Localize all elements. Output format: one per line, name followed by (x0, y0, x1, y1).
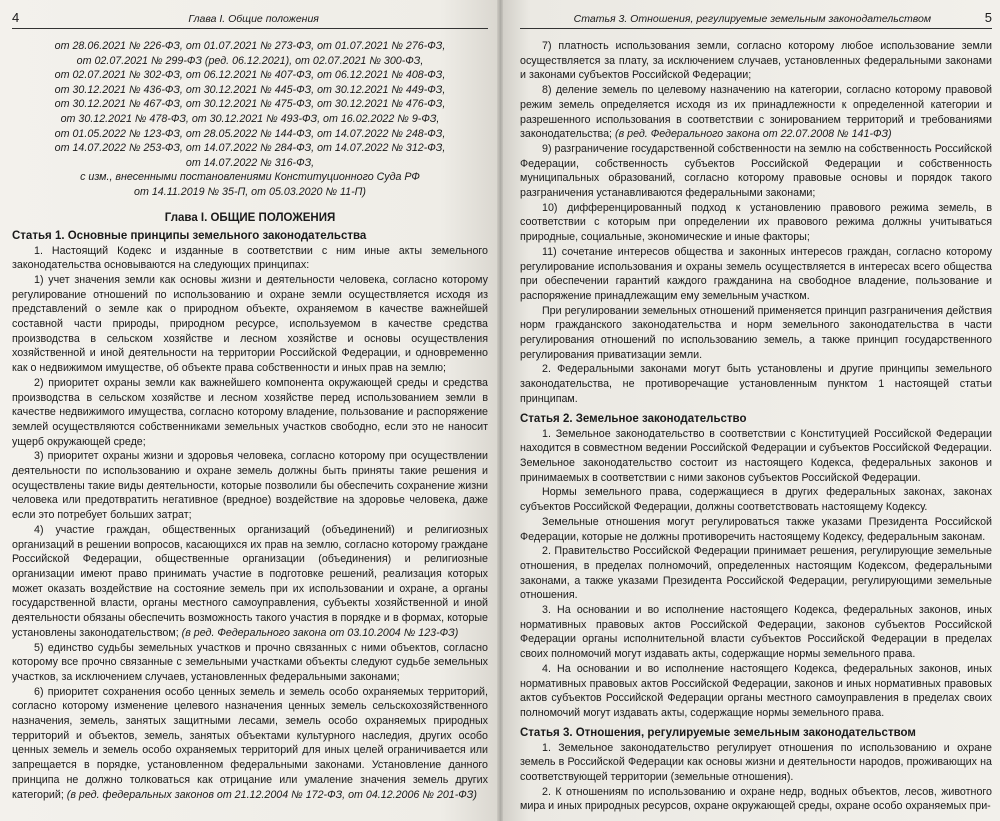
edition-note: (в ред. Федерального закона от 03.10.2004 № 123-ФЗ) (181, 626, 459, 639)
amendment-line: от 14.07.2022 № 253-ФЗ, от 14.07.2022 № 284-ФЗ, от 14.07.2022 № 312-ФЗ, (54, 142, 446, 155)
left-page-number: 4 (12, 10, 20, 25)
paragraph (12, 244, 488, 273)
edition-note: (в ред. Федерального закона от 22.07.2008 № 141-ФЗ) (615, 128, 892, 141)
amendment-line: от 30.12.2021 № 467-ФЗ, от 30.12.2021 № 475-ФЗ, от 30.12.2021 № 476-ФЗ, (54, 98, 446, 111)
article-2-title: Статья 2. Земельное законодательство (520, 412, 747, 425)
paragraph (12, 523, 488, 641)
amendment-line: от 30.12.2021 № 478-ФЗ, от 30.12.2021 № 493-ФЗ, от 16.02.2022 № 9-ФЗ, (60, 112, 440, 125)
paragraph-text: При регулировании земельных отношений применяется принцип разграничения действия норм гражданского законодательства и норм земельного законодательства в части регулирования отношений по использованию земель, а также принцип государственного регулирования приватизации земли. (520, 304, 992, 361)
book-gutter (497, 0, 503, 821)
paragraph-text: 1. Земельное законодательство в соответствии с Конституцией Российской Федерации находится в совместном ведении Российской Федерации и субъектов Российской Федерации. Земельное законодательство состоит из настоящего Кодекса, федеральных законов и принимаемых в соответствии с ними законов субъектов Российской Федерации. (520, 427, 992, 484)
paragraph-text: 1) учет значения земли как основы жизни и деятельности человека, согласно которому регулирование отношений по использованию и охране земли осуществляется исходя из представлений о земле как о природном объекте, охраняемом в качестве важнейшей составной части природы, природном ресурсе, используемом в качестве средства производства в сельском хозяйстве и лесном хозяйстве и основы осуществления хозяйственной и иной деятельности на территории Российской Федерации, и одновременно как о недвижимом имуществе, об объекте права собственности и иных прав на землю; (12, 273, 488, 375)
paragraph (520, 741, 992, 785)
paragraph (520, 304, 992, 363)
paragraph (520, 362, 992, 406)
article-2-body (520, 427, 992, 721)
paragraph-text: 5) единство судьбы земельных участков и прочно связанных с ними объектов, согласно которому все прочно связанные с земельными участками объекты следуют судьбе земельных участков, за исключением случаев, установленных федеральными законами; (12, 641, 488, 683)
paragraph-text: 2. Правительство Российской Федерации принимает решения, регулирующие земельные отношения, в пределах полномочий, определенных настоящим Кодексом, федеральными законами, а также указами Президента Российской Федерации, регулирующими земельные отношения. (520, 545, 992, 602)
paragraph-text: 8) деление земель по целевому назначению на категории, согласно которому правовой режим земель определяется исходя из их принадлежности к определенной категории и разрешенного использования в соответствии с зонированием территорий и требованиями законодательства; (520, 84, 992, 141)
paragraph-text: 3) приоритет охраны жизни и здоровья человека, согласно которому при осуществлении деятельности по использованию и охране земель должны быть приняты такие решения и осуществлены такие виды деятельности, которые позволили бы обеспечить сохранение жизни человека или предотвратить негативное (вредное) воздействие на здоровье человека, даже если это потребует больших затрат; (12, 450, 488, 522)
paragraph-text: 4) участие граждан, общественных организаций (объединений) и религиозных организаций в решении вопросов, касающихся их прав на землю, согласно которому граждане Российской Федерации, общественные организации (объединения) и религиозные организации имеют право принимать участие в подготовке решений, реализация которых может оказать воздействие на состояние земель при их использовании и охране, а органы государственной власти, органы местного самоуправления, субъекты хозяйственной и иной деятельности обязаны обеспечить возможность такого участия в порядке и в формах, которые установлены законодательством; (12, 523, 488, 639)
amendment-line: с изм., внесенными постановлениями Конституционного Суда РФ (80, 171, 420, 184)
paragraph (520, 785, 992, 814)
right-running-header (520, 10, 992, 29)
right-page (500, 0, 1000, 821)
edition-note: (в ред. федеральных законов от 21.12.2004 № 172-ФЗ, от 04.12.2006 № 201-ФЗ) (66, 788, 477, 801)
amendment-line: от 14.07.2022 № 316-ФЗ, (185, 156, 315, 169)
paragraph-text: 3. На основании и во исполнение настоящего Кодекса, федеральных законов, иных нормативных правовых актов Российской Федерации, законов субъектов Российской Федерации органы исполнительной власти субъектов Российской Федерации в пределах своих полномочий могут издавать акты, содержащие нормы земельного права. (520, 604, 992, 661)
article-1-title: Статья 1. Основные принципы земельного законодательства (12, 229, 367, 242)
paragraph (12, 641, 488, 685)
paragraph (12, 685, 488, 803)
paragraph-text: 10) дифференцированный подход к установлению правового режима земель, в соответствии с которым при определении их правового режима должны учитываться природные, социальные, экономические и иные факторы; (520, 201, 992, 244)
paragraph (520, 201, 992, 245)
paragraph (520, 515, 992, 544)
amendment-line: от 01.05.2022 № 123-ФЗ, от 28.05.2022 № 144-ФЗ, от 14.07.2022 № 248-ФЗ, (54, 127, 446, 140)
paragraph-text: 2. К отношениям по использованию и охране недр, водных объектов, лесов, животного мира и иных природных ресурсов, охране окружающей среды, охране особо охраняемых при- (520, 785, 992, 813)
paragraph-text: 6) приоритет сохранения особо ценных земель и земель особо охраняемых территорий, согласно которому изменение целевого назначения ценных земель сельскохозяйственного назначения, земель, занятых защитными лесами, земель особо охраняемых природных территорий и объектов, земель, занятых объектами культурного наследия, других особо ценных земель и земель особо охраняемых территорий для иных целей ограничивается или запрещается в порядке, установленном федеральными законами. Установление данного принципа не должно толковаться как отрицание или умаление значения земель других категорий; (12, 685, 488, 801)
paragraph-text: 9) разграничение государственной собственности на землю на собственность Российской Федерации, собственность субъектов Российской Федерации и собственность муниципальных образований, согласно которому правовые основы и порядок такого разграничения устанавливаются федеральными законами; (520, 142, 992, 200)
paragraph (520, 544, 992, 603)
amendment-line: от 30.12.2021 № 436-ФЗ, от 30.12.2021 № 445-ФЗ, от 30.12.2021 № 449-ФЗ, (54, 83, 446, 96)
paragraph-text: 11) сочетание интересов общества и законных интересов граждан, согласно которому регулирование использования и охраны земель осуществляется в интересах всего общества при обеспечении гарантий каждого гражданина на свободное владение, пользование и распоряжение принадлежащим ему земельным участком. (520, 245, 992, 302)
paragraph (520, 83, 992, 142)
article-1-continued (520, 39, 992, 407)
paragraph-text: Нормы земельного права, содержащиеся в других федеральных законах, законах субъектов Российской Федерации, должны соответствовать настоящему Кодексу. (520, 486, 992, 514)
paragraph-text: 1. Настоящий Кодекс и изданные в соответствии с ним иные акты земельного законодательства основываются на следующих принципах: (12, 244, 488, 272)
article-3-title: Статья 3. Отношения, регулируемые земельным законодательством (520, 726, 916, 739)
amendment-line: от 02.07.2021 № 302-ФЗ, от 06.12.2021 № 407-ФЗ, от 06.12.2021 № 408-ФЗ, (54, 69, 446, 82)
article-3-body (520, 741, 992, 815)
paragraph-text: 2. Федеральными законами могут быть установлены и другие принципы земельного законодательства, не противоречащие установленным пунктом 1 настоящей статьи принципам. (520, 363, 992, 405)
paragraph (520, 142, 992, 201)
left-header-title: Глава I. Общие положения (188, 13, 319, 25)
paragraph (12, 376, 488, 450)
amendment-line: от 14.11.2019 № 35-П, от 05.03.2020 № 11-П) (134, 185, 366, 198)
paragraph-text: Земельные отношения могут регулироваться также указами Президента Российской Федерации, которые не должны противоречить настоящему Кодексу, федеральным законам. (520, 515, 992, 543)
paragraph (520, 427, 992, 486)
paragraph (520, 485, 992, 514)
paragraph-text: 2) приоритет охраны земли как важнейшего компонента окружающей среды и средства производства в сельском хозяйстве и лесном хозяйстве перед использованием земли в качестве недвижимого имущества, согласно которому владение, пользование и распоряжение землей осуществляются собственниками земельных участков свободно, если это не наносит ущерб окружающей среде; (12, 376, 488, 448)
amendment-line: от 02.07.2021 № 299-ФЗ (ред. 06.12.2021), от 02.07.2021 № 300-ФЗ, (76, 54, 424, 67)
paragraph (520, 662, 992, 721)
paragraph-text: 7) платность использования земли, согласно которому любое использование земли осуществляется за плату, за исключением случаев, установленных федеральными законами и законами субъектов Российской Федерации; (520, 40, 992, 82)
paragraph (520, 603, 992, 662)
left-running-header (12, 10, 488, 29)
paragraph (520, 245, 992, 304)
right-page-number: 5 (984, 10, 992, 25)
chapter-title: Глава I. ОБЩИЕ ПОЛОЖЕНИЯ (164, 211, 336, 224)
paragraph (12, 273, 488, 376)
amendments-list (12, 39, 488, 200)
paragraph-text: 4. На основании и во исполнение настоящего Кодекса, федеральных законов, иных нормативных правовых актов Российской Федерации, законов и иных нормативных правовых актов субъектов Российской Федерации органы местного самоуправления в пределах своих полномочий могут издавать акты, содержащие нормы земельного права. (520, 662, 992, 719)
article-1-body (12, 244, 488, 803)
paragraph (520, 39, 992, 83)
right-header-title: Статья 3. Отношения, регулируемые земельным законодательством (573, 13, 932, 25)
paragraph-text: 1. Земельное законодательство регулирует отношения по использованию и охране земель в Российской Федерации как основы жизни и деятельности народов, проживающих на соответствующей территории (земельные отношения). (520, 741, 992, 784)
paragraph (12, 449, 488, 523)
amendment-line: от 28.06.2021 № 226-ФЗ, от 01.07.2021 № 273-ФЗ, от 01.07.2021 № 276-ФЗ, (54, 40, 446, 52)
